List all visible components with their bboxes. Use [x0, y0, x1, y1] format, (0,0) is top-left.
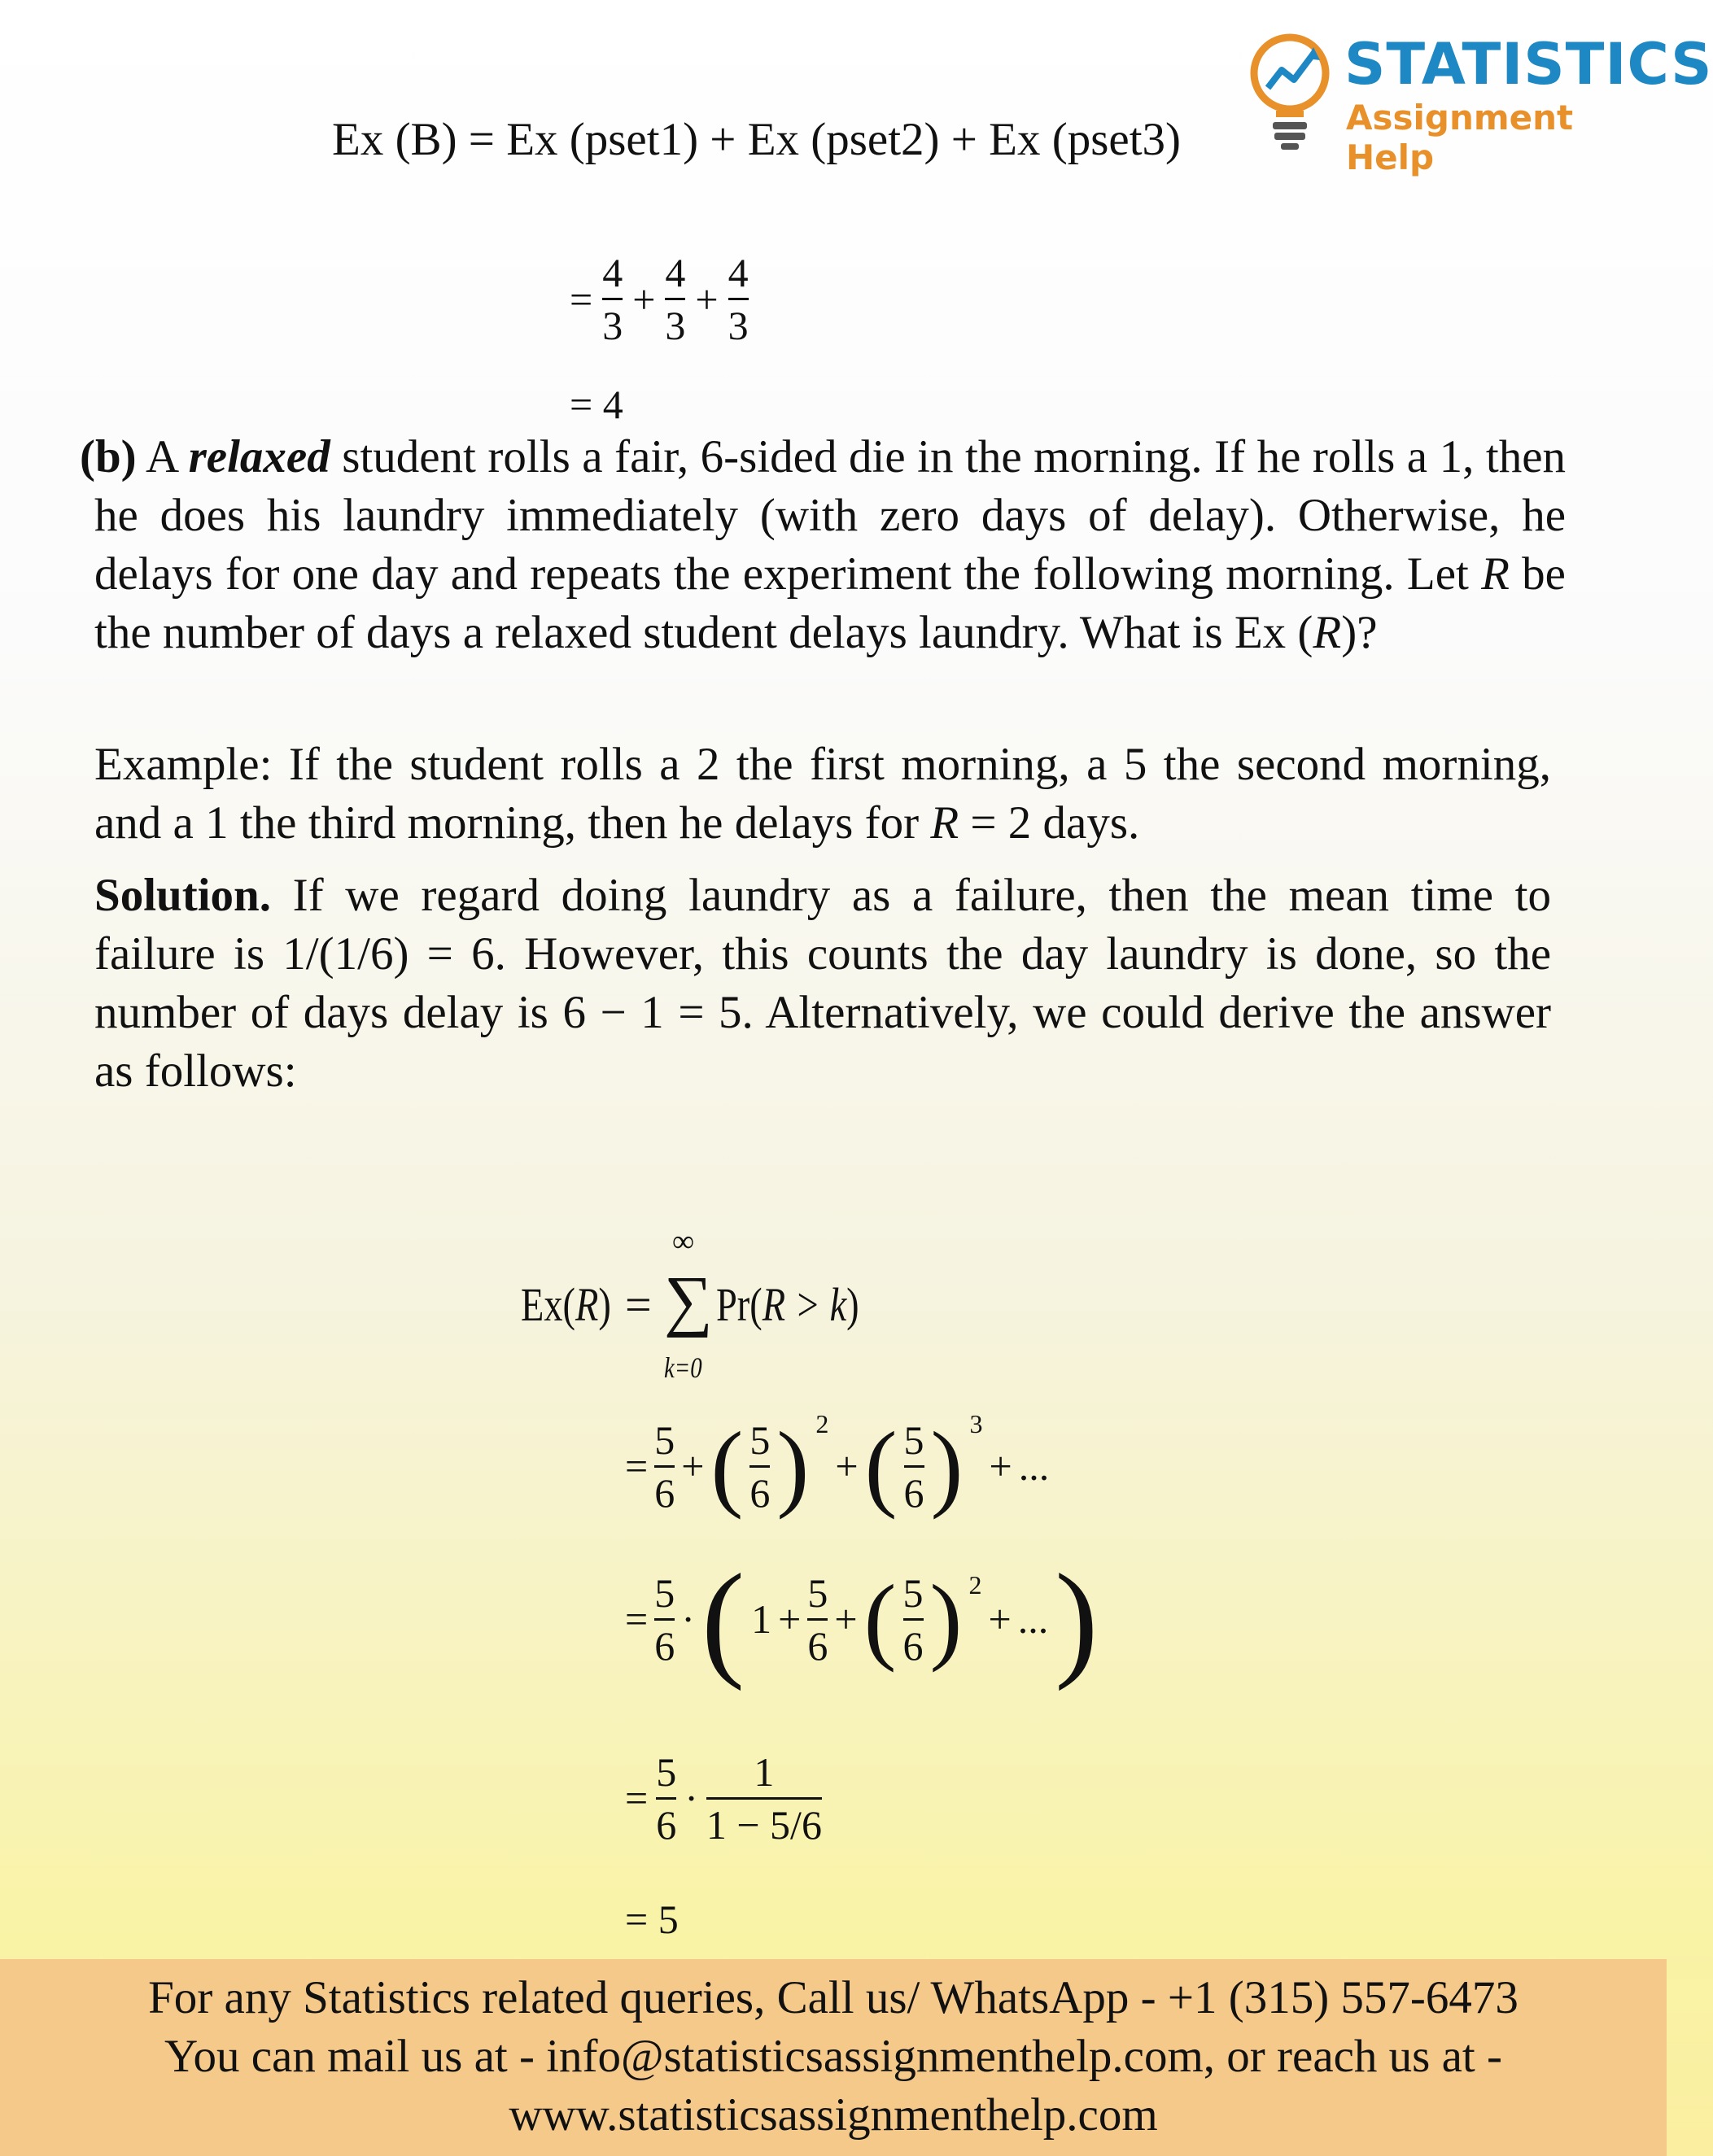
derivation-line-1 [521, 1220, 1090, 1391]
variable-r: R [930, 797, 959, 849]
solution-paragraph: Solution. If we regard doing laundry as a failure, then the mean time to failure is 1/(1/6) = 6. However, this counts the day laundry is done, so the number of days delay is 6 − 1 = 5. Alternatively, we could derive the answer as follows: [94, 870, 1551, 1097]
plus-sign: + [695, 276, 719, 322]
part-b-paragraph: (b) A relaxed student rolls a fair, 6-sided die in the morning. If he rolls a 1, then he does his laundry immediately (with zero days of delay). Otherwise, he delays for one day and repeats the experiment the following morning. Let R be the number of days a relaxed student delays laundry. What is Ex (R)? [80, 431, 1567, 658]
variable-r: R [1313, 607, 1342, 658]
variable-r: R [1481, 548, 1510, 600]
logo-title: STATISTICS [1344, 31, 1713, 98]
exponent: 3 [969, 1409, 983, 1438]
fraction-5-6: $\frac{5}{6}$ [807, 1569, 828, 1669]
equals-sign: = [570, 276, 593, 322]
derivation-line-4: = $\frac{5}{6}$ · $\frac{1}{1 - 5/6}$ [625, 1748, 822, 1848]
footer-line-website: www.statisticsassignmenthelp.com [509, 2089, 1158, 2141]
derivation-final: = 5 [625, 1896, 679, 1942]
fraction-5-6: $\frac{5}{6}$ [903, 1416, 924, 1516]
emphasis-relaxed: relaxed [188, 431, 330, 482]
derivation-line-2: = $\frac{5}{6}$ + ( $\frac{5}{6}$ ) 2 + ( $\frac{5}{6}$ ) 3 + ... [625, 1409, 1050, 1520]
derivation [521, 1220, 1172, 1953]
ex-r: Ex(R) [521, 1278, 611, 1331]
footer-contact-bar [0, 1959, 1667, 2156]
logo [1245, 23, 1713, 177]
equals-sign: = [625, 1278, 652, 1331]
fraction-4-3: $\frac{4}{3}$ [728, 250, 749, 348]
top-equation-fractions [570, 252, 749, 346]
plus-sign: + [632, 276, 656, 322]
fraction-5-6: $\frac{5}{6}$ [902, 1569, 924, 1669]
sum-symbol: ∑ [664, 1263, 713, 1338]
lightbulb-chart-icon [1245, 23, 1335, 157]
sum-upper-limit: ∞ [672, 1224, 695, 1259]
fraction-5-6: $\frac{5}{6}$ [654, 1569, 675, 1669]
logo-subtitle: Assignment Help [1346, 98, 1574, 177]
fraction-5-6: $\frac{5}{6}$ [654, 1416, 675, 1516]
fraction-4-3: $\frac{4}{3}$ [602, 250, 623, 348]
example-paragraph: Example: If the student rolls a 2 the first morning, a 5 the second morning, and a 1 the third morning, then he delays for R = 2 days. [94, 739, 1551, 849]
pr-term: Pr(R > k) [716, 1278, 859, 1331]
top-equation-lhs: Ex (B) = Ex (pset1) + Ex (pset2) + Ex (pset3) [332, 114, 1182, 165]
top-equation-result: = 4 [570, 382, 623, 427]
footer-line-phone: For any Statistics related queries, Call us/ WhatsApp - +1 (315) 557-6473 [148, 1972, 1519, 2023]
exponent: 2 [968, 1570, 982, 1600]
fraction-4-3: $\frac{4}{3}$ [665, 250, 686, 348]
solution-label: Solution. [94, 870, 272, 921]
fraction-5-6: $\frac{5}{6}$ [749, 1416, 771, 1516]
exponent: 2 [815, 1409, 829, 1438]
footer-line-email: You can mail us at - info@statisticsassignmenthelp.com, or reach us at - [164, 2031, 1502, 2082]
sum-lower-limit: k=0 [664, 1351, 702, 1384]
derivation-line-3: = $\frac{5}{6}$ · ( 1 + $\frac{5}{6}$ + ( $\frac{5}{6}$ ) 2 + ... ) [625, 1546, 1099, 1691]
fraction-1-over-1-minus-5-6: $\frac{1}{1 - 5/6}$ [706, 1748, 822, 1848]
fraction-5-6: $\frac{5}{6}$ [656, 1748, 677, 1848]
part-b-label: (b) [80, 431, 137, 482]
